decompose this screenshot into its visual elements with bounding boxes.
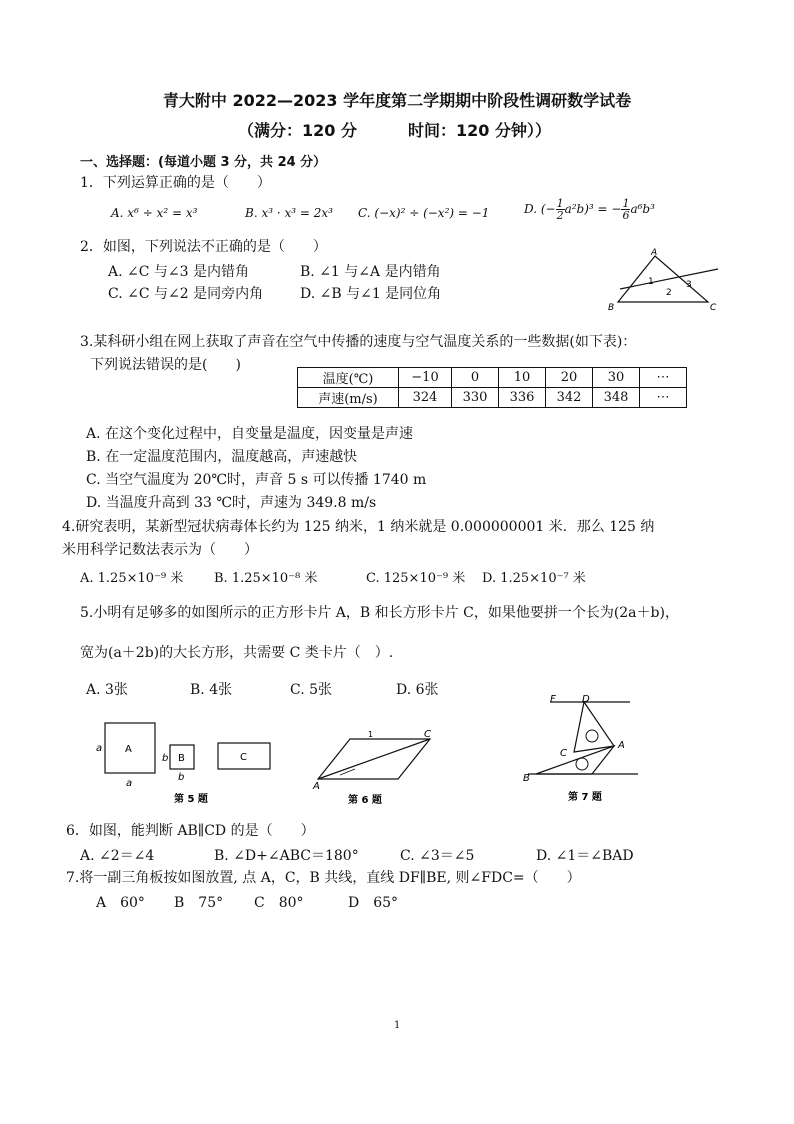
q4-option-c: C. 125×10⁻⁹ 米 <box>366 571 466 586</box>
fig6-label-1: 1 <box>368 730 374 739</box>
fig6-label-a: A <box>313 781 320 792</box>
q4-option-a: A. 1.25×10⁻⁹ 米 <box>80 571 184 586</box>
q2-figure <box>600 244 725 314</box>
card-a-bottom: a <box>126 778 133 789</box>
q4-option-b: B. 1.25×10⁻⁸ 米 <box>214 571 318 586</box>
table-cell: ⋯ <box>640 368 687 388</box>
fig7-triangle-lower <box>536 746 614 774</box>
section-heading: 一、选择题：(每道小题 3 分，共 24 分） <box>80 155 327 170</box>
q1-stem: 1．下列运算正确的是（ ） <box>80 175 271 191</box>
q2-label-2: 2 <box>666 288 672 298</box>
q4-stem2: 米用科学记数法表示为（ ） <box>62 542 258 558</box>
q3-stem: 3.某科研小组在网上获取了声音在空气中传播的速度与空气温度关系的一些数据(如下表)： <box>80 334 637 350</box>
q2-label-a: A <box>651 248 658 258</box>
table-cell: 温度(℃) <box>298 368 399 388</box>
card-b-label: B <box>178 753 185 764</box>
q2-triangle <box>618 256 708 302</box>
q2-label-3: 3 <box>686 280 692 290</box>
q7-stem: 7.将一副三角板按如图放置, 点 A，C，B 共线，直线 DF∥BE, 则∠FDC=（ ） <box>66 870 581 886</box>
q2-stem: 2．如图，下列说法不正确的是（ ） <box>80 239 327 255</box>
q2-option-d: D. ∠B 与∠1 是同位角 <box>300 286 442 302</box>
table-cell: ⋯ <box>640 388 687 408</box>
q3-table <box>297 367 687 408</box>
q7-option-b: B 75° <box>174 895 224 911</box>
table-cell: 30 <box>593 368 640 388</box>
fig7-label-d: D <box>582 694 590 705</box>
q1-option-b: B. x³ · x³ = 2x³ <box>245 206 333 220</box>
fig7-label-f: F <box>550 694 556 705</box>
q2-transversal <box>620 269 718 289</box>
fig7-label-b: B <box>523 773 530 784</box>
q2-option-c: C. ∠C 与∠2 是同旁内角 <box>108 286 264 302</box>
table-cell: 336 <box>499 388 546 408</box>
q5-option-c: C. 5张 <box>290 682 333 698</box>
fig6-parallelogram <box>310 725 440 810</box>
fig6-diagonal <box>318 739 430 779</box>
page-number: 1 <box>394 1020 401 1031</box>
q6-option-a: A. ∠2＝∠4 <box>80 848 155 864</box>
q1-option-c: C. (−x)² ÷ (−x²) = −1 <box>358 206 490 220</box>
q3-option-b: B. 在一定温度范围内，温度越高，声速越快 <box>86 449 358 465</box>
table-cell: 348 <box>593 388 640 408</box>
fig7-triangles <box>520 694 650 806</box>
card-a-label: A <box>125 744 132 755</box>
table-cell: 330 <box>452 388 499 408</box>
time-info: 时间：120 分钟）） <box>408 121 551 140</box>
table-row <box>298 368 687 388</box>
q3-stem2: 下列说法错误的是( ) <box>90 357 241 373</box>
q2-option-b: B. ∠1 与∠A 是内错角 <box>300 264 441 280</box>
card-a-side: a <box>96 743 103 754</box>
table-cell: 声速(m/s) <box>298 388 399 408</box>
fig7-label-a: A <box>618 740 625 751</box>
table-cell: −10 <box>399 368 452 388</box>
q6-option-c: C. ∠3＝∠5 <box>400 848 475 864</box>
table-cell: 0 <box>452 368 499 388</box>
exam-title: 青大附中 2022—2023 学年度第二学期期中阶段性调研数学试卷 <box>162 91 632 110</box>
q3-option-a: A. 在这个变化过程中，自变量是温度，因变量是声速 <box>86 426 414 442</box>
q1-option-a: A. x⁶ ÷ x² = x³ <box>111 206 198 220</box>
fig7-caption: 第 7 题 <box>568 792 602 803</box>
fig7-triangle-upper <box>574 702 614 752</box>
q5-stem2: 宽为(a＋2b)的大长方形，共需要 C 类卡片（ ）. <box>80 645 394 661</box>
fig7-circle-2 <box>576 758 588 770</box>
table-cell: 10 <box>499 368 546 388</box>
fig5-cards <box>90 718 280 808</box>
q6-option-d: D. ∠1＝∠BAD <box>536 848 634 864</box>
table-cell: 20 <box>546 368 593 388</box>
q7-option-a: A 60° <box>96 895 145 911</box>
score-info: （满分：120 分 <box>238 121 357 140</box>
table-cell: 342 <box>546 388 593 408</box>
table-row <box>298 388 687 408</box>
q3-option-c: C. 当空气温度为 20℃时，声音 5 s 可以传播 1740 m <box>86 472 427 488</box>
q4-option-d: D. 1.25×10⁻⁷ 米 <box>482 571 586 586</box>
card-c-label: C <box>240 752 247 763</box>
q2-label-1: 1 <box>648 277 654 287</box>
q5-stem: 5.小明有足够多的如图所示的正方形卡片 A，B 和长方形卡片 C，如果他要拼一个长为(2a＋b)， <box>80 605 679 621</box>
fig5-caption: 第 5 题 <box>174 794 208 805</box>
q5-option-d: D. 6张 <box>396 682 439 698</box>
fig7-label-c: C <box>560 748 567 759</box>
card-b-bottom: b <box>178 772 185 783</box>
q2-label-c: C <box>710 303 717 313</box>
card-b-side: b <box>162 753 169 764</box>
q1-option-d: D. (− $\frac{1}{2}$ a²b)³ = − $\frac{1}{6}$ a⁶b³ <box>524 197 655 222</box>
q6-option-b: B. ∠D+∠ABC＝180° <box>214 848 359 864</box>
q4-stem: 4.研究表明，某新型冠状病毒体长约为 125 纳米，1 纳米就是 0.000000001 米．那么 125 纳 <box>62 519 655 535</box>
q3-option-d: D. 当温度升高到 33 ℃时，声速为 349.8 m/s <box>86 495 377 511</box>
q5-option-a: A. 3张 <box>86 682 128 698</box>
q5-option-b: B. 4张 <box>190 682 233 698</box>
q6-stem: 6．如图，能判断 AB∥CD 的是（ ） <box>66 823 315 839</box>
q2-option-a: A. ∠C 与∠3 是内错角 <box>108 264 249 280</box>
fig7-circle-1 <box>586 730 598 742</box>
q2-label-b: B <box>608 303 615 313</box>
fig6-label-c: C <box>424 729 431 740</box>
q7-option-d: D 65° <box>348 895 399 911</box>
fig6-caption: 第 6 题 <box>348 795 382 806</box>
table-cell: 324 <box>399 388 452 408</box>
q7-option-c: C 80° <box>254 895 304 911</box>
